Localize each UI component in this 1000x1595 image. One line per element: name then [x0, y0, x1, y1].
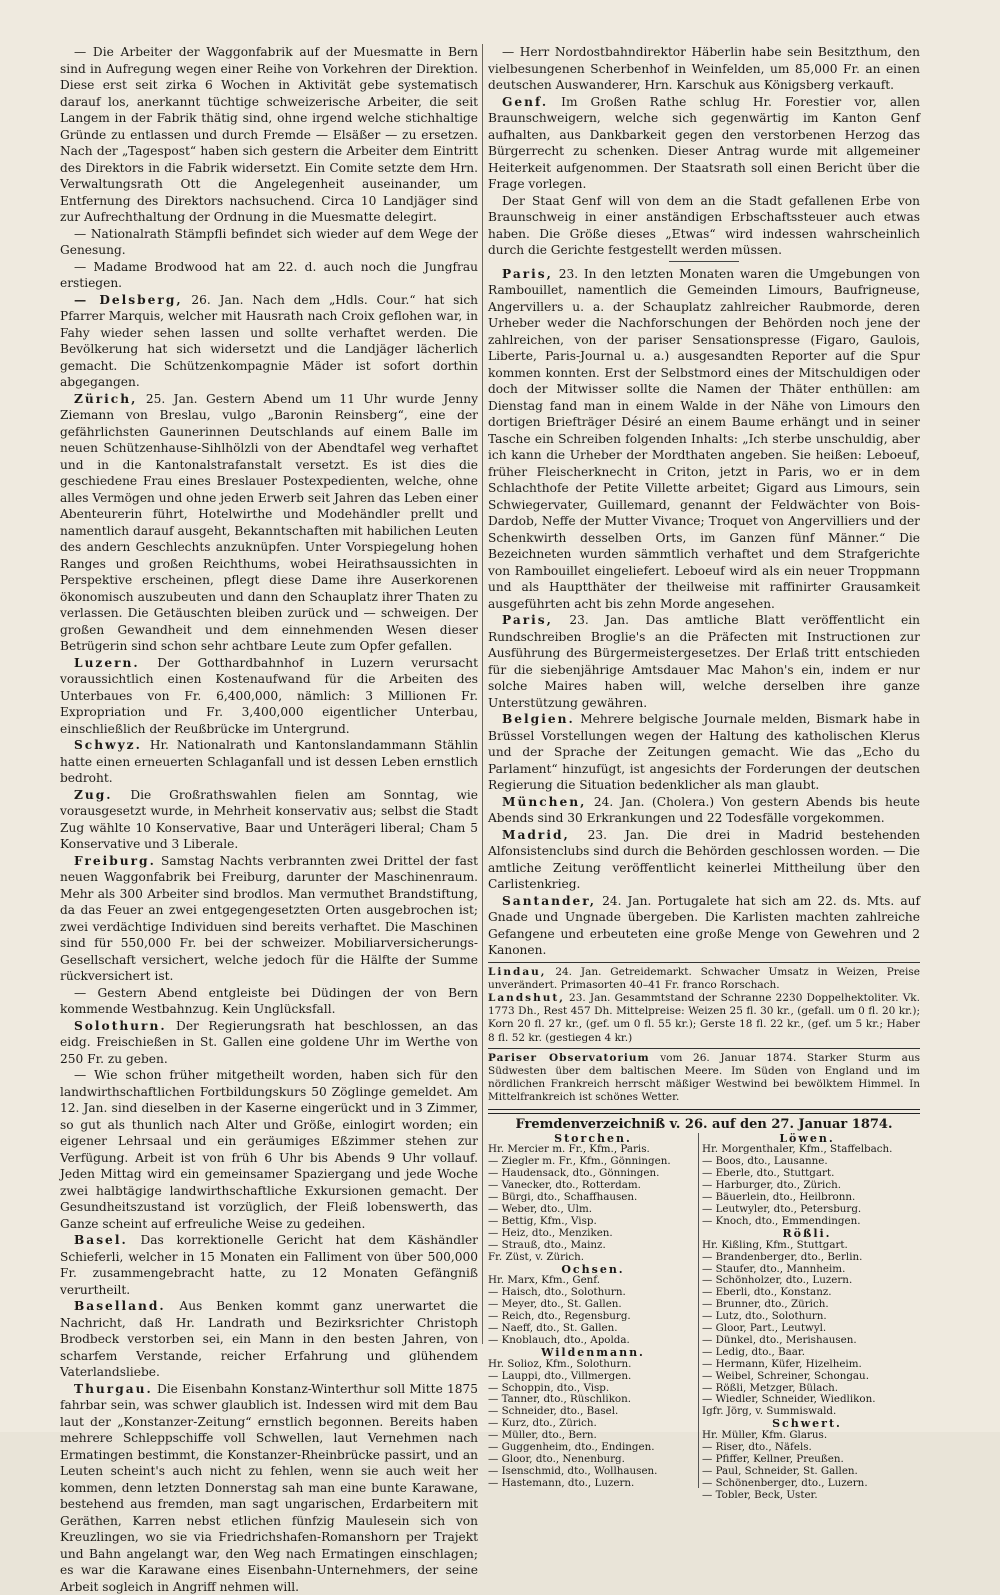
guest-entry: — Riser, dto., Näfels.	[702, 1442, 912, 1454]
article-text: Aus Benken kommt ganz unerwartet die Nachricht, daß Hr. Landrath und Bezirksrichter Christoph Brodbeck verstorben sei, ein Mann in den besten Jahren, von scharfem Verstande, reicher Erfahrung und glühendem Vaterlandsliebe.	[60, 1299, 478, 1379]
article-text: 23. Jan. Gesammtstand der Schranne 2230 Doppelhektoliter. Vk. 1773 Dh., Rest 457 Dh. Mittelpreise: Weizen 25 fl. 30 kr., (gefall. um 0 fl. 20 kr.); Korn 20 fl. 27 kr., (gef. um 0 fl. 55 kr.); Gerste 18 fl. 22 kr., (gef. um 5 kr.; Haber 8 fl. 52 kr. (gestiegen 4 kr.)	[488, 992, 920, 1044]
article-dateline: Madrid,	[502, 828, 570, 842]
guest-entry: — Knoblauch, dto., Apolda.	[488, 1335, 698, 1347]
guest-entry: — Eberli, dto., Konstanz.	[702, 1287, 912, 1299]
guest-entry: — Rößli, Metzger, Bülach.	[702, 1383, 912, 1395]
guest-entry: — Kurz, dto., Zürich.	[488, 1418, 698, 1430]
article-text: Mehrere belgische Journale melden, Bismark habe in Brüssel Vorstellungen wegen der Haltung des katholischen Klerus und der Sprache der Zeitungen gemacht. Wie das „Echo du Parlament“ hinzufügt, ist angesichts der Forderungen der deutschen Regierung die Situation bedenklicher als man glaubt.	[488, 712, 920, 792]
guest-entry: — Hastemann, dto., Luzern.	[488, 1478, 698, 1490]
observatory-report	[488, 1052, 920, 1105]
market-reports	[488, 966, 920, 1045]
article	[60, 44, 478, 226]
guest-entry: — Lutz, dto., Solothurn.	[702, 1311, 912, 1323]
guest-entry: — Wiedler, Schneider, Wiedlikon.	[702, 1394, 912, 1406]
article-text: — Gestern Abend entgleiste bei Düdingen der von Bern kommende Westbahnzug. Kein Unglücksfall.	[60, 986, 478, 1017]
hotel-name: Wildenmann.	[488, 1347, 698, 1359]
guest-entry: — Paul, Schneider, St. Gallen.	[702, 1466, 912, 1478]
guest-entry: — Brandenberger, dto., Berlin.	[702, 1252, 912, 1264]
article	[488, 992, 920, 1045]
article	[488, 94, 920, 193]
article	[60, 226, 478, 259]
observatory-head: Pariser Observatorium	[488, 1052, 650, 1064]
guest-entry: — Schönenberger, dto., Luzern.	[702, 1478, 912, 1490]
article-text: 23. In den letzten Monaten waren die Umgebungen von Rambouillet, namentlich die Gemeinden Limours, Baufrigneuse, Angervillers u. a. der Schauplatz zahlreicher Raubmorde, deren Urheber weder die Nachforschungen der Behörden noch jene der zahlreichen, von der pariser Sensationspresse (Figaro, Gaulois, Liberte, Paris-Journal u. a.) ausgesandten Reporter auf die Spur kommen konnten. Erst der Selbstmord eines der Mitschuldigen oder doch der Mitwisser sollte die Namen der Thäter enthüllen: am Dienstag fand man in einem Walde in der Nähe von Limours den dortigen Briefträger Désiré an einem Baume erhängt und in seiner Tasche ein Schreiben folgenden Inhalts: „Ich sterbe unschuldig, aber ich kann die Urheber der Mordthaten angeben. Sie heißen: Leboeuf, früher Fleischerknecht in Criton, jetzt in Paris, wo er in dem Schlachthofe der Petite Villette arbeitet; Gigard aus Limours, sein Schwiegervater, Guillemard, genannt der Feldwächter von Bois-Dardob, Neffe der Mutter Vivance; Troquet von Angervilliers und der Schenkwirth desselben Orts, im Ganzen fünf Männer.“ Die Bezeichneten wurden sämmtlich verhaftet und dem Strafgerichte von Rambouillet eingeliefert. Leboeuf wird als ein neuer Troppmann und als Hauptthäter der theilweise mit raffinirter Grausamkeit ausgeführten acht bis zehn Morde angesehen.	[488, 267, 920, 611]
guest-entry: — Heiz, dto., Menziken.	[488, 1228, 698, 1240]
guest-entry: — Strauß, dto., Mainz.	[488, 1240, 698, 1252]
article-text: 24. Jan. Portugalete hat sich am 22. ds. Mts. auf Gnade und Ungnade übergeben. Die Karlisten machten zahlreiche Gefangene und erbeuteten eine große Menge von Gewehren und 2 Kanonen.	[488, 894, 920, 958]
article	[488, 44, 920, 94]
guest-entry: — Weibel, Schreiner, Schongau.	[702, 1371, 912, 1383]
article	[488, 612, 920, 711]
article	[60, 655, 478, 738]
guest-entry: — Bettig, Kfm., Visp.	[488, 1216, 698, 1228]
article	[60, 1381, 478, 1595]
guest-entry: — Ziegler m. Fr., Kfm., Gönningen.	[488, 1156, 698, 1168]
right-articles	[488, 44, 920, 959]
guest-entry: — Bürgi, dto., Schaffhausen.	[488, 1192, 698, 1204]
guest-entry: — Schneider, dto., Basel.	[488, 1406, 698, 1418]
article-text: — Madame Brodwood hat am 22. d. auch noch die Jungfrau erstiegen.	[60, 260, 478, 291]
guest-list-left	[488, 1133, 698, 1490]
hotel-name: Storchen.	[488, 1133, 698, 1145]
guest-entry: Hr. Müller, Kfm. Glarus.	[702, 1430, 912, 1442]
article-dateline: Freiburg.	[74, 854, 156, 868]
article-text: Hr. Nationalrath und Kantonslandammann Stählin hatte einen erneuerten Schlaganfall und ist dessen Leben ernstlich bedroht.	[60, 738, 478, 785]
article	[488, 794, 920, 827]
article	[60, 1067, 478, 1232]
article-text: 24. Jan. (Cholera.) Von gestern Abends bis heute Abends sind 30 Erkrankungen und 22 Todesfälle vorgekommen.	[488, 795, 920, 826]
article-text: Der Staat Genf will von dem an die Stadt gefallenen Erbe von Braunschweig in einer anständigen Erbschaftssteuer auch etwas haben. Die Größe dieses „Etwas“ wird indessen wahrscheinlich durch die Gerichte festgestellt werden müssen.	[488, 194, 920, 258]
article-dateline: — Delsberg,	[74, 293, 183, 307]
hotel-name: Ochsen.	[488, 1264, 698, 1276]
guest-entry: — Haudensack, dto., Gönningen.	[488, 1168, 698, 1180]
fremdenverzeichnis-title: Fremdenverzeichniß v. 26. auf den 27. Januar 1874.	[488, 1117, 920, 1132]
article-dateline: Landshut,	[488, 992, 565, 1004]
guest-entry: — Haisch, dto., Solothurn.	[488, 1287, 698, 1299]
article-dateline: Zürich,	[74, 392, 137, 406]
article	[60, 985, 478, 1018]
observatory-text: vom 26. Januar 1874. Starker Sturm aus Südwesten über dem baltischen Meere. Im Süden von England und im nördlichen Frankreich herrscht mäßiger Westwind bei bewölktem Himmel. In Mittelfrankreich ist schönes Wetter.	[488, 1052, 920, 1104]
article-text: Die Großrathswahlen fielen am Sonntag, wie vorausgesetzt wurde, in Mehrheit konservativ aus; selbst die Stadt Zug wählte 10 Konservative, Baar und Unterägeri liberal; Cham 5 Konservative und 3 Liberale.	[60, 788, 478, 852]
guest-list-right	[702, 1133, 912, 1502]
article	[60, 292, 478, 391]
fremdenverzeichnis	[488, 1133, 920, 1503]
guest-entry: — Isenschmid, dto., Wollhausen.	[488, 1466, 698, 1478]
guest-entry: — Brunner, dto., Zürich.	[702, 1299, 912, 1311]
article-text: Die Eisenbahn Konstanz-Winterthur soll Mitte 1875 fahrbar sein, was schwer glaublich ist. Indessen wird mit dem Bau laut der „Konstanzer-Zeitung“ ernstlich begonnen. Bereits haben mehrere Schleppschiffe voll Schwellen, laut Vernehmen nach Ermatingen bestimmt, die Konstanzer-Rheinbrücke passirt, und an Leuten scheint's auch nicht zu fehlen, wenn sie auch weit her kommen, denn letzten Donnerstag sah man eine bunte Karawane, bestehend aus fremden, man sagt ungarischen, Erdarbeitern mit Geräthen, Karren nebst etlichen fünfzig Maulesein sich von Kreuzlingen, wo sie via Friedrichshafen-Romanshorn per Trajekt und Bahn angelangt war, den Weg nach Ermatingen einschlagen; es war die Karawane eines Eisenbahn-Unternehmers, der seine Arbeit sogleich in Angriff nehmen will.	[60, 1382, 478, 1594]
hotel-name: Löwen.	[702, 1133, 912, 1145]
article-text: — Wie schon früher mitgetheilt worden, haben sich für den landwirthschaftlichen Fortbildungskurs 50 Zöglinge gemeldet. Am 12. Jan. sind dieselben in der Kaserne eingerückt und in 3 Zimmer, so gut als thunlich nach Alter und Größe, einlogirt worden; ein eigener Lehrsaal und ein geräumiges Eßzimmer stehen zur Verfügung. Arbeit ist von früh 6 Uhr bis Abends 9 Uhr vollauf. Jeden Mittag wird ein gemeinsamer Spaziergang und jede Woche zwei halbtägige landwirthschaftliche Exkursionen gemacht. Der Gesundheitszustand ist vorzüglich, der Fleiß lobenswerth, das Ganze scheint auf erfreuliche Weise zu gedeihen.	[60, 1068, 478, 1231]
guest-entry: Fr. Züst, v. Zürich.	[488, 1252, 698, 1264]
article	[488, 966, 920, 992]
rule	[488, 1048, 920, 1049]
guest-entry: — Knoch, dto., Emmendingen.	[702, 1216, 912, 1228]
guest-entry: — Müller, dto., Bern.	[488, 1430, 698, 1442]
article-dateline: Baselland.	[74, 1299, 166, 1313]
guest-entry: — Tobler, Beck, Uster.	[702, 1490, 912, 1502]
article-text: Der Gotthardbahnhof in Luzern verursacht voraussichtlich einen Kostenaufwand für die Arbeiten des Unterbaues von Fr. 6,400,000, nämlich: 3 Millionen Fr. Expropriation und Fr. 3,400,000 eigentlicher Unterbau, einschließlich der Reußbrücke im Untergrund.	[60, 656, 478, 736]
hotel-name: Rößli.	[702, 1228, 912, 1240]
article-text: Der Regierungsrath hat beschlossen, an das eidg. Freischießen in St. Gallen eine goldene Uhr im Werthe von 250 Fr. zu geben.	[60, 1019, 478, 1066]
guest-entry: — Schönholzer, dto., Luzern.	[702, 1275, 912, 1287]
guest-entry: — Dünkel, dto., Merishausen.	[702, 1335, 912, 1347]
guest-entry: — Gloor, Part., Leutwyl.	[702, 1323, 912, 1335]
guest-entry: — Eberle, dto., Stuttgart.	[702, 1168, 912, 1180]
article-text: — Herr Nordostbahndirektor Häberlin habe sein Besitzthum, den vielbesungenen Scherbenhof in Weinfelden, um 85,000 Fr. an einen deutschen Auswanderer, Hrn. Karschuk aus Königsberg verkauft.	[488, 45, 920, 92]
guest-entry: — Naeff, dto., St. Gallen.	[488, 1323, 698, 1335]
article-text: 23. Jan. Die drei in Madrid bestehenden Alfonsistenclubs sind durch die Behörden geschlossen worden. — Die amtliche Zeitung veröffentlicht keinerlei Mittheilung über den Carlistenkrieg.	[488, 828, 920, 892]
article	[488, 266, 920, 613]
hotel-name: Schwert.	[702, 1418, 912, 1430]
article	[60, 853, 478, 985]
article-dateline: München,	[502, 795, 586, 809]
guest-entry: — Harburger, dto., Zürich.	[702, 1180, 912, 1192]
article-dateline: Solothurn.	[74, 1019, 167, 1033]
guest-entry: — Gloor, dto., Nenenburg.	[488, 1454, 698, 1466]
guest-entry: — Schoppin, dto., Visp.	[488, 1383, 698, 1395]
guest-entry: — Ledig, dto., Baar.	[702, 1347, 912, 1359]
guest-entry: — Boos, dto., Lausanne.	[702, 1156, 912, 1168]
guest-entry: — Lauppi, dto., Villmergen.	[488, 1371, 698, 1383]
article	[488, 827, 920, 893]
double-rule	[488, 1109, 920, 1114]
article	[488, 193, 920, 259]
article-text: — Nationalrath Stämpfli befindet sich wieder auf dem Wege der Genesung.	[60, 227, 478, 258]
article-dateline: Genf.	[502, 95, 548, 109]
article	[60, 1018, 478, 1068]
article	[488, 711, 920, 794]
article	[60, 1298, 478, 1381]
article	[60, 737, 478, 787]
article-dateline: Thurgau.	[74, 1382, 153, 1396]
rule	[488, 962, 920, 963]
article-text: Das korrektionelle Gericht hat dem Käshändler Schieferli, welcher in 15 Monaten ein Falliment von über 500,000 Fr. zusammengebracht hatte, zu 12 Monaten Gefängniß verurtheilt.	[60, 1233, 478, 1297]
left-column	[60, 44, 478, 1595]
guest-entry: Hr. Kißling, Kfm., Stuttgart.	[702, 1240, 912, 1252]
guest-entry: — Reich, dto., Regensburg.	[488, 1311, 698, 1323]
article-text: Im Großen Rathe schlug Hr. Forestier vor, allen Braunschweigern, welche sich gegenwärtig im Kanton Genf aufhalten, aus Dankbarkeit gegen den verstorbenen Herzog das Bürgerrecht zu schenken. Dieser Antrag wurde mit allgemeiner Heiterkeit aufgenommen. Der Staatsrath soll einen Bericht über die Frage vorlegen.	[488, 95, 920, 192]
article-dateline: Santander,	[502, 894, 596, 908]
article	[60, 391, 478, 655]
guest-entry: Hr. Marx, Kfm., Genf.	[488, 1275, 698, 1287]
article-text: 26. Jan. Nach dem „Hdls. Cour.“ hat sich Pfarrer Marquis, welcher mit Hausrath nach Croix geflohen war, in Fahy wieder sehen lassen und sollte verhaftet werden. Die Bevölkerung hat sich widersetzt und die Landjäger lächerlich gemacht. Die Schützenkompagnie Mäder ist sofort dorthin abgegangen.	[60, 293, 478, 390]
article	[60, 787, 478, 853]
guest-list-divider	[698, 1133, 699, 1488]
guest-entry: Hr. Solioz, Kfm., Solothurn.	[488, 1359, 698, 1371]
article-text: 25. Jan. Gestern Abend um 11 Uhr wurde Jenny Ziemann von Breslau, vulgo „Baronin Reinsberg“, eine der gefährlichsten Gaunerinnen Deutschlands auf einem Balle im neuen Schützenhause-Sihlhölzli von der Abendtafel weg verhaftet und in die Kantonalstrafanstalt versetzt. Es ist dies die geschiedene Frau eines Breslauer Postexpedienten, welche, ohne alles Vermögen und ohne jeden Erwerb seit Jahren das Leben einer Abenteurerin führt, Hotelwirthe und Modehändler prellt und namentlich darauf ausgeht, Bekanntschaften mit habilichen Leuten des andern Geschlechts anzuknüpfen. Unter Vorspiegelung hohen Ranges und großen Reichthums, wobei Heirathsaussichten in Perspektive erscheinen, pflegt diese Dame ihre Auserkorenen ökonomisch auszubeuten und dann den Schauplatz ihrer Thaten zu verlassen. Die Getäuschten bleiben zurück und — schweigen. Der großen Gewandheit und dem einnehmenden Wesen dieser Betrügerin sind schon sehr achtbare Leute zum Opfer gefallen.	[60, 392, 478, 654]
article-text: 24. Jan. Getreidemarkt. Schwacher Umsatz in Weizen, Preise unverändert. Primasorten 40–41 Fr. franco Rorschach.	[488, 966, 920, 991]
guest-entry: — Weber, dto., Ulm.	[488, 1204, 698, 1216]
section-divider	[669, 261, 739, 262]
guest-entry: Igfr. Jörg, v. Summiswald.	[702, 1406, 912, 1418]
article-text: — Die Arbeiter der Waggonfabrik auf der Muesmatte in Bern sind in Aufregung wegen einer Reihe von Vorkehren der Direktion. Diese erst seit zirka 6 Wochen in Aktivität gebe systematisch darauf los, anerkannt tüchtige schweizerische Arbeiter, die seit Langem in der Fabrik thätig sind, ohne irgend welche stichhaltige Gründe zu entlassen und durch Fremde — Elsäßer — zu ersetzen. Nach der „Tagespost“ haben sich gestern die Arbeiter dem Eintritt des Direktors in die Fabrik widersetzt. Ein Comite setzte dem Hrn. Verwaltungsrath Ott die Angelegenheit auseinander, um Entfernung des Direktors nachsuchend. Circa 10 Landjäger sind zur Aufrechthaltung der Ordnung in die Muesmatte delegirt.	[60, 45, 478, 224]
article-dateline: Basel.	[74, 1233, 128, 1247]
article-text: Samstag Nachts verbrannten zwei Drittel der fast neuen Waggonfabrik bei Freiburg, darunter der Maschinenraum. Mehr als 300 Arbeiter sind brodlos. Man vermuthet Brandstiftung, da das Feuer an zwei entgegengesetzten Orten ausgebrochen ist; zwei verdächtige Individuen sind bereits verhaftet. Die Maschinen sind für 550,000 Fr. bei der schweizer. Mobiliarversicherungs-Gesellschaft versichert, welche jedoch für die Hälfte der Summe rückversichert ist.	[60, 854, 478, 984]
article	[60, 259, 478, 292]
article	[60, 1232, 478, 1298]
article-dateline: Paris,	[502, 613, 553, 627]
guest-entry: — Hermann, Küfer, Hizelheim.	[702, 1359, 912, 1371]
article-dateline: Schwyz.	[74, 738, 142, 752]
guest-entry: — Pfiffer, Kellner, Preußen.	[702, 1454, 912, 1466]
guest-entry: — Guggenheim, dto., Endingen.	[488, 1442, 698, 1454]
article-dateline: Zug.	[74, 788, 113, 802]
guest-entry: — Tanner, dto., Rüschlikon.	[488, 1394, 698, 1406]
article-text: 23. Jan. Das amtliche Blatt veröffentlicht ein Rundschreiben Broglie's an die Präfecten mit Instructionen zur Ausführung des Bürgermeistergesetzes. Der Erlaß tritt entschieden für die siebenjährige Amtsdauer Mac Mahon's ein, indem er nur solche Maires haben will, welche derselben ihre ganze Unterstützung gewähren.	[488, 613, 920, 710]
guest-entry: — Meyer, dto., St. Gallen.	[488, 1299, 698, 1311]
guest-entry: — Bäuerlein, dto., Heilbronn.	[702, 1192, 912, 1204]
column-divider	[482, 44, 483, 1344]
article-dateline: Lindau,	[488, 966, 546, 978]
guest-entry: — Leutwyler, dto., Petersburg.	[702, 1204, 912, 1216]
guest-entry: Hr. Morgenthaler, Kfm., Staffelbach.	[702, 1144, 912, 1156]
article-dateline: Belgien.	[502, 712, 575, 726]
article	[488, 893, 920, 959]
article-dateline: Luzern.	[74, 656, 140, 670]
article-dateline: Paris,	[502, 267, 553, 281]
guest-entry: — Vanecker, dto., Rotterdam.	[488, 1180, 698, 1192]
right-column	[488, 44, 920, 1503]
guest-entry: — Staufer, dto., Mannheim.	[702, 1264, 912, 1276]
guest-entry: Hr. Mercier m. Fr., Kfm., Paris.	[488, 1144, 698, 1156]
